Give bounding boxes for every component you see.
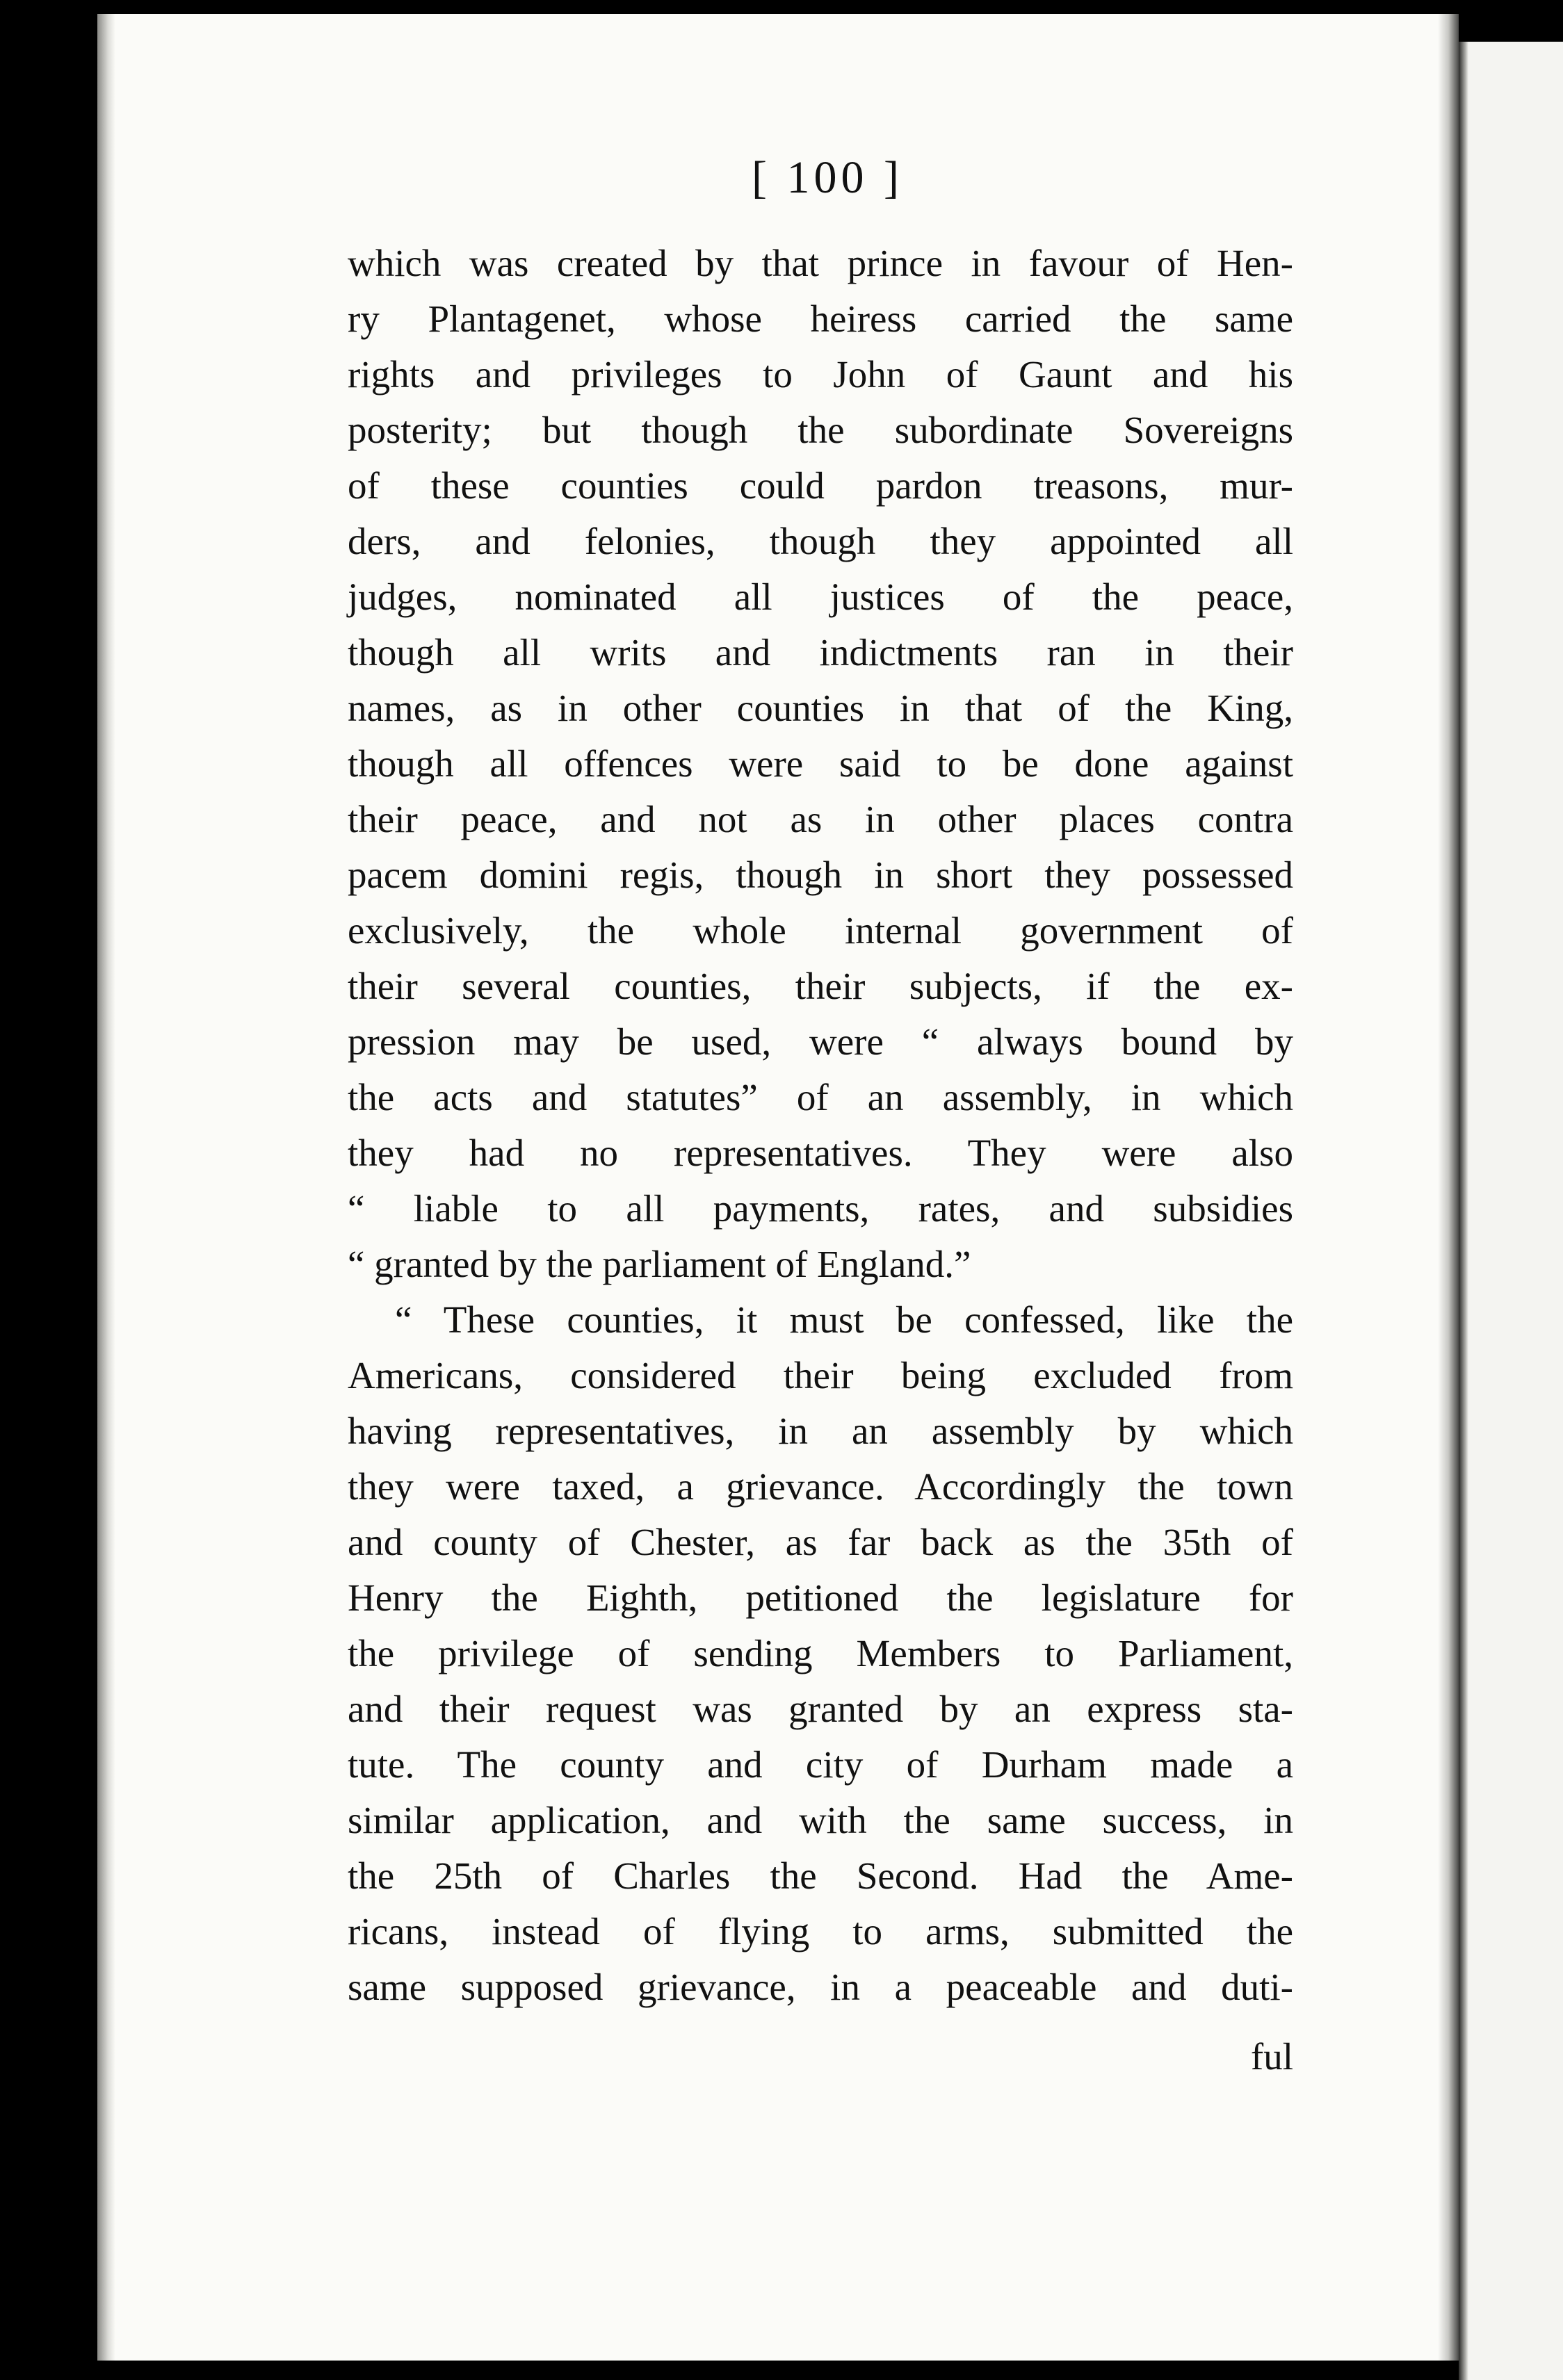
facing-page [1459,42,1563,2380]
text-line: they were taxed, a grievance. Accordingly the town [348,1465,1293,1508]
text-line: rights and privileges to John of Gaunt and his [348,353,1293,396]
text-line: same supposed grievance, in a peaceable and duti- [348,1966,1293,2008]
page-right-edge-shadow [1438,14,1459,2361]
text-line: their several counties, their subjects, if the ex- [348,965,1293,1007]
text-line: the 25th of Charles the Second. Had the Ame- [348,1855,1293,1897]
text-line: of these counties could pardon treasons, mur- [348,464,1293,507]
text-line: and their request was granted by an express sta- [348,1688,1293,1730]
text-line: their peace, and not as in other places contra [348,798,1293,840]
text-line: Americans, considered their being excluded from [348,1354,1293,1396]
text-line: having representatives, in an assembly by which [348,1410,1293,1452]
text-line: tute. The county and city of Durham made a [348,1743,1293,1786]
catchword: ful [1250,2035,1293,2078]
text-line: though all offences were said to be done against [348,742,1293,785]
text-line: Henry the Eighth, petitioned the legislature for [348,1576,1293,1619]
facing-page-gutter [1459,42,1468,2380]
text-line: though all writs and indictments ran in their [348,631,1293,674]
text-line: which was created by that prince in favour of Hen- [348,242,1293,284]
text-line: similar application, and with the same success, in [348,1799,1293,1841]
text-line: the acts and statutes” of an assembly, in which [348,1076,1293,1118]
text-line: ry Plantagenet, whose heiress carried the same [348,298,1293,340]
text-line: and county of Chester, as far back as the 35th of [348,1521,1293,1563]
text-line: ders, and felonies, though they appointed all [348,520,1293,562]
page-left-edge-shadow [97,14,115,2361]
text-line: judges, nominated all justices of the peace, [348,576,1293,618]
text-line: they had no representatives. They were also [348,1132,1293,1174]
text-line: pression may be used, were “ always bound by [348,1020,1293,1063]
text-line: the privilege of sending Members to Parliament, [348,1632,1293,1674]
text-line: pacem domini regis, though in short they possessed [348,854,1293,896]
text-line: “ liable to all payments, rates, and subsidies [348,1187,1293,1230]
text-line: ricans, instead of flying to arms, submitted the [348,1910,1293,1953]
text-line: exclusively, the whole internal government of [348,909,1293,952]
text-line: “ These counties, it must be confessed, like the [395,1298,1293,1341]
text-line: “ granted by the parliament of England.” [348,1243,971,1285]
text-line: names, as in other counties in that of the King, [348,687,1293,729]
text-line: posterity; but though the subordinate Sovereigns [348,409,1293,451]
page-number: [ 100 ] [752,152,903,203]
